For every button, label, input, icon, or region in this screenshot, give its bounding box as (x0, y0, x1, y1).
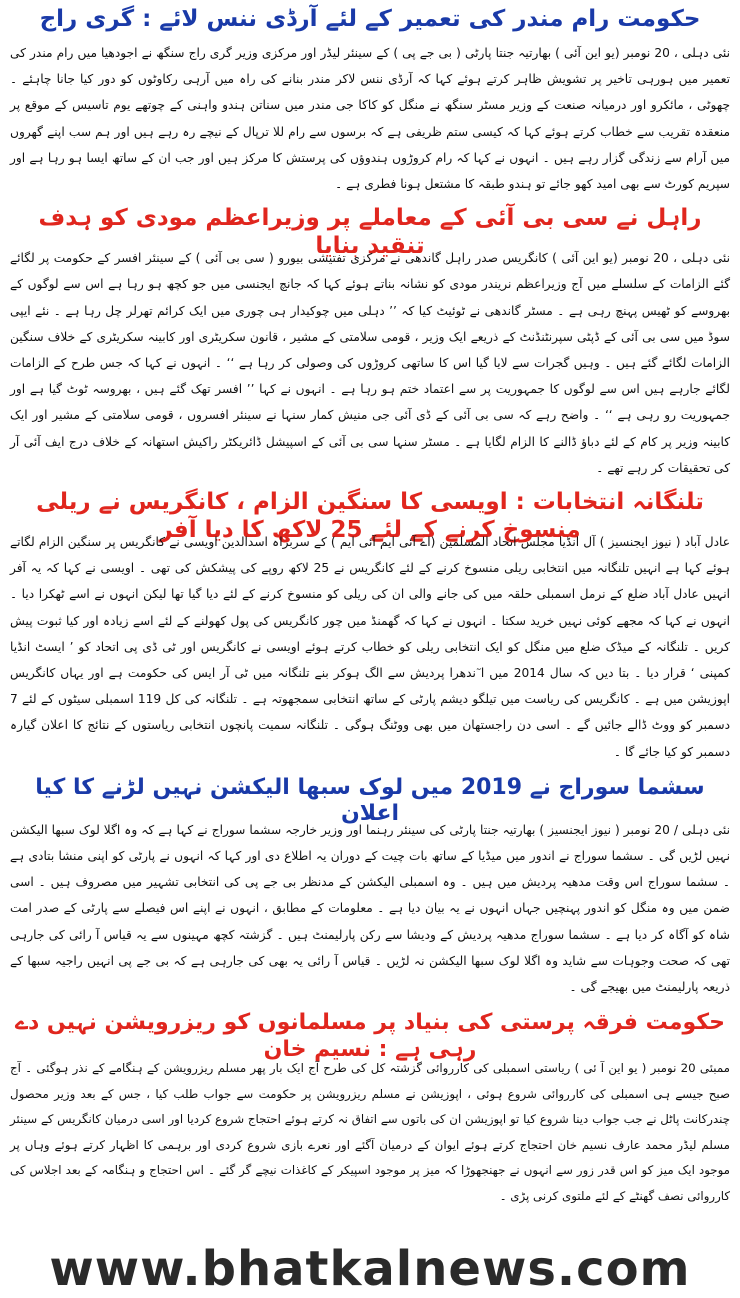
article-body: نئی دہلی ، 20 نومبر (یو این آئی ) بھارتیہ جنتا پارٹی ( بی جے پی ) کے سینئر لیڈر اور مرکزی وزیر گری راج سنگھ نے اجودھیا میں رام مندر کی تعمیر میں ہورہی تاخیر پر تشویش ظاہر کرتے ہوئے کہا کہ آرڈی ننس لاکر مندر بنانے کی راہ میں آرہی رکاوٹوں کو دور کیا جانا چاہئے ۔ چھوٹی ، مائکرو اور درمیانہ صنعت کے وزیر مسٹر سنگھ نے منگل کو کاکا جی مندر میں سناتن ہندو واہنی کے چوتھے یوم تاسیس کے موقع پر منعقدہ تقریب سے خطاب کرتے ہوئے کہا کہ کیسی ستم ظریفی ہے کہ برسوں سے رام للا ترپال کے نیچے رہ رہے ہیں اور ہم سب اپنے گھروں میں آرام سے زندگی گزار رہے ہیں ۔ انہوں نے کہا کہ رام کروڑوں ہندوؤں کی پرستش کا مرکز ہیں اور جب ان کے ساتھ ایسا ہو رہا ہے اور سپریم کورٹ سے بھی امید کھو جائے تو ہندو طبقہ کا مشتعل ہونا فطری ہے ۔ (10, 46, 731, 192)
article-body: نئی دہلی ، 20 نومبر (یو این آئی ) کانگریس صدر راہل گاندھی نے مرکزی تفتیشی بیورو ( سی بی آئی ) کے سینئر افسر کے حکومت پر لگائے گئے الزامات کے سلسلے میں آج وزیراعظم نریندر مودی کو نشانہ بناتے ہوئے کہا کہ جانچ ایجنسی میں جو کچھ ہو رہا ہے اس سے لوگوں کے بھروسے کو ٹھیس پہنچ رہی ہے ۔ مسٹر گاندھی نے ٹوئیٹ کیا کہ ’’ دہلی میں چوکیدار ہی چوری میں ایک کرائم تھرلر چل رہا ہے ۔ نئے ایپی سوڈ میں سی بی آئی کے ڈپٹی سپرنٹنڈنٹ کے ذریعے ایک وزیر ، قومی سلامتی کے مشیر ، قانون سکریٹری اور کابینہ سکریٹری کے خلاف سنگین الزامات لگائے گئے ہیں ۔ وہیں گجرات سے لایا گیا اس کا ساتھی کروڑوں کی وصولی کر رہا ہے ‘‘ ۔ انہوں نے کہا کہ جس طرح کے الزامات لگائے جارہے ہیں اس سے لوگوں کا جمہوریت پر سے اعتماد ختم ہو رہا ہے ۔ انہوں نے کہا ’’ افسر تھک گئے ہیں ، بھروسہ ٹوٹ گیا ہے اور جمہوریت رو رہی ہے ‘‘ ۔ واضح رہے کہ سی بی آئی کے ڈی آئی جی منیش کمار سنہا نے سینئر افسروں ، قومی سلامتی کے مشیر اور ایک کابینہ وزیر پر کام کے لئے دباؤ ڈالنے کا الزام لگایا ہے ۔ مسٹر سنہا سی بی آئی کے اسپیشل ڈائریکٹر راکیش استھانہ کے خلاف درج ایف آئی آر کی تحقیقات کر رہے تھے ۔ (10, 251, 730, 475)
news-article (10, 765, 730, 1000)
article-headline: تلنگانہ انتخابات : اویسی کا سنگین الزام ، کانگریس نے ریلی منسوخ کرنے کے لئے 25 لاکھ کا دیا آفر (36, 489, 704, 543)
site-url-footer[interactable]: www.bhatkalnews.com (49, 1241, 691, 1297)
article-body: ممبئی 20 نومبر ( یو این آ ئی ) ریاستی اسمبلی کی کارروائی گزشتہ کل کی طرح آج ایک بار پھر مسلم ریزرویشن کے ہنگامے کے نذر ہوگئی ۔ آج صبح جیسے ہی اسمبلی کی کارروائی شروع ہوئی ، اپوزیشن نے مسلم ریزرویشن پر حکومت سے جواب طلب کیا ، جس کے بعد وزیر محصول چندرکانت پاٹل نے جب جواب دینا شروع کیا تو اپوزیشن ان کی باتوں سے اتفاق نہ کرتے ہوئے احتجاج شروع کردیا اور اسی درمیان کانگریس کے سینئر مسلم لیڈر محمد عارف نسیم خان احتجاج کرتے ہوئے ایوان کے درمیان آگئے اور نعرے بازی شروع کردی اور برہمی کا اظہار کرتے ہوئے وہاں پر موجود ایک میز کو اس قدر زور سے انہوں نے جھنجھوڑا کہ میز پر موجود اسپیکر کے کاغذات نیچے گر گئے ۔ اس احتجاج و ہنگامہ کے بعد اجلاس کی کارروائی نصف گھنٹے کے لئے ملتوی کرنی پڑی ۔ (10, 1061, 731, 1203)
news-article (10, 197, 730, 481)
article-headline: راہل نے سی بی آئی کے معاملے پر وزیراعظم مودی کو ہدف تنقید بنایا (38, 205, 702, 259)
news-article (10, 0, 730, 197)
article-body: عادل آباد ( نیوز ایجنسیز ) آل انڈیا مجلس اتحاد المسلمین (اے آئی ایم آئی ایم ) کے سربراہ اسدالدین اویسی نے کانگریس پر سنگین الزام لگاتے ہوئے کہا ہے انہیں تلنگانہ میں انتخابی ریلی منسوخ کرنے کے لئے کانگریس نے 25 لاکھ روپے کی پیشکش کی تھی ۔ اویسی نے کہا کہ یہ آفر انہیں عادل آباد ضلع کے نرمل اسمبلی حلقہ میں کی جانے والی ان کی ریلی کو منسوخ کرنے کے لئے دیا گیا تھا لیکن انہوں نے اسے ٹھکرا دیا ۔ انہوں نے کہا کہ مجھے کوئی نہیں خرید سکتا ۔ انہوں نے کہا کہ گھمنڈ میں چور کانگریس کی پول کھولنے کے لئے اسے زیادہ اور کیا ثبوت پیش کریں ۔ تلنگانہ کے میڈک ضلع میں منگل کو ایک انتخابی ریلی کو خطاب کرتے ہوئے اویسی نے کانگریس اور ٹی ڈی پی اتحاد کو ’ ایسٹ انڈیا کمپنی ‘ قرار دیا ۔ بتا دیں کہ سال 2014 میں ا ٓندھرا پردیش سے الگ ہوکر بنے تلنگانہ میں ٹی آر ایس کی حکومت ہے اور یہاں کانگریس اپوزیشن میں ہے ۔ کانگریس کی ریاست میں تیلگو دیشم پارٹی کے ساتھ انتخابی سمجھوتہ ہے ۔ تلنگانہ کی کل 119 اسمبلی سیٹوں کے لئے 7 دسمبر کو ووٹ ڈالے جائیں گے ۔ اسی دن راجستھان میں بھی ووٹنگ ہوگی ۔ تلنگانہ سمیت پانچوں انتخابی ریاستوں کے نتائج کا اعلان گیارہ دسمبر کو کیا جائے گا ۔ (10, 535, 730, 759)
article-headline: سشما سوراج نے 2019 میں لوک سبھا الیکشن نہیں لڑنے کا کیا اعلان (35, 774, 705, 827)
article-headline: حکومت فرقہ پرستی کی بنیاد پر مسلمانوں کو ریزرویشن نہیں دے رہی ہے : نسیم خان (15, 1010, 725, 1062)
article-body: نئی دہلی / 20 نومبر ( نیوز ایجنسیز ) بھارتیہ جنتا پارٹی کی سینئر رہنما اور وزیر خارجہ سشما سوراج نے کہا ہے کہ وہ اگلا لوک سبھا الیکشن نہیں لڑیں گی ۔ سشما سوراج نے اندور میں میڈیا کے ساتھ بات چیت کے دوران یہ اطلاع دی اور کہا کہ انہوں نے پارٹی کو اپنی منشا بتادی ہے ۔ سشما سوراج اس وقت مدھیہ پردیش میں ہیں ۔ وہ اسمبلی الیکشن کے مدنظر بی جے پی کی انتخابی تشہیر میں مصروف ہیں ۔ اسی ضمن میں وہ منگل کو اندور پہنچیں جہاں انہوں نے یہ بیان دیا ہے ۔ معلومات کے مطابق ، انہوں نے اپنے اس فیصلے سے پارٹی کے صدر امت شاہ کو آگاہ کر دیا ہے ۔ سشما سوراج مدھیہ پردیش کے ودیشا سے رکن پارلیمنٹ ہیں ۔ گزشتہ کچھ مہینوں سے یہ قیاس آ رائی کی جارہی تھی کہ صحت وجوہات سے شاید وہ اگلا لوک سبھا الیکشن نہ لڑیں ۔ قیاس آ رائی یہ بھی کی جارہی ہے کہ بی جے پی انہیں راجیہ سبھا کے ذریعہ پارلیمنٹ میں بھیجے گی ۔ (10, 822, 731, 995)
article-headline: حکومت رام مندر کی تعمیر کے لئے آرڈی ننس لائے : گری راج (39, 6, 701, 32)
news-article (10, 1000, 730, 1209)
news-article (10, 481, 730, 765)
